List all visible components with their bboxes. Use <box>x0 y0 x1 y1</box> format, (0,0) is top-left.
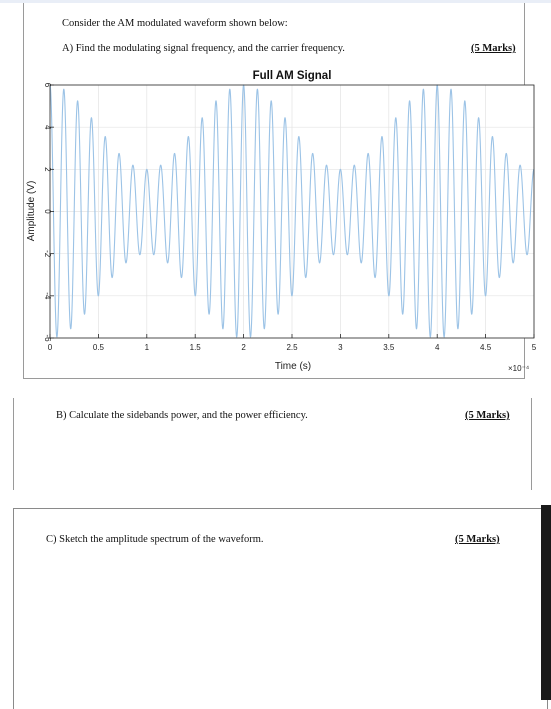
part-b-left-line <box>13 398 14 490</box>
part-c-marks: (5 Marks) <box>455 534 500 545</box>
part-b-marks: (5 Marks) <box>465 410 510 421</box>
part-a-bottom-line <box>23 378 525 379</box>
part-b-text: B) Calculate the sidebands power, and the power efficiency. <box>56 410 308 421</box>
x-tick-label: 3 <box>338 343 343 352</box>
chart-title: Full AM Signal <box>252 70 332 82</box>
part-c-text: C) Sketch the amplitude spectrum of the waveform. <box>46 534 264 545</box>
y-tick-label: 0 <box>43 209 52 214</box>
y-axis-label: Amplitude (V) <box>26 180 37 242</box>
y-tick-label: 4 <box>43 124 52 130</box>
x-tick-label: 3.5 <box>383 343 395 352</box>
x-tick-label: 0.5 <box>92 343 104 352</box>
y-tick-label: 2 <box>43 167 52 172</box>
x-axis-multiplier: ×10⁻⁴ <box>508 364 530 373</box>
x-tick-label: 5 <box>531 343 537 352</box>
x-tick-label: 2.5 <box>286 343 298 352</box>
x-tick-label: 4 <box>434 343 440 352</box>
x-tick-label: 4.5 <box>480 343 492 352</box>
y-tick-label: -6 <box>43 334 52 342</box>
y-tick-label: 6 <box>43 82 52 88</box>
y-tick-label: -2 <box>43 250 52 258</box>
part-b-right-line <box>531 398 532 490</box>
x-tick-label: 1 <box>144 343 150 352</box>
x-tick-label: 1.5 <box>189 343 201 352</box>
x-tick-label: 0 <box>47 343 53 352</box>
question-intro: Consider the AM modulated waveform shown below: <box>62 18 288 29</box>
x-tick-label: 2 <box>241 343 246 352</box>
x-axis-label: Time (s) <box>274 361 312 372</box>
right-edge-bar <box>541 505 551 700</box>
part-a-text: A) Find the modulating signal frequency, and the carrier frequency. <box>62 43 345 54</box>
part-a-marks: (5 Marks) <box>471 43 516 54</box>
y-tick-label: -4 <box>43 292 52 300</box>
